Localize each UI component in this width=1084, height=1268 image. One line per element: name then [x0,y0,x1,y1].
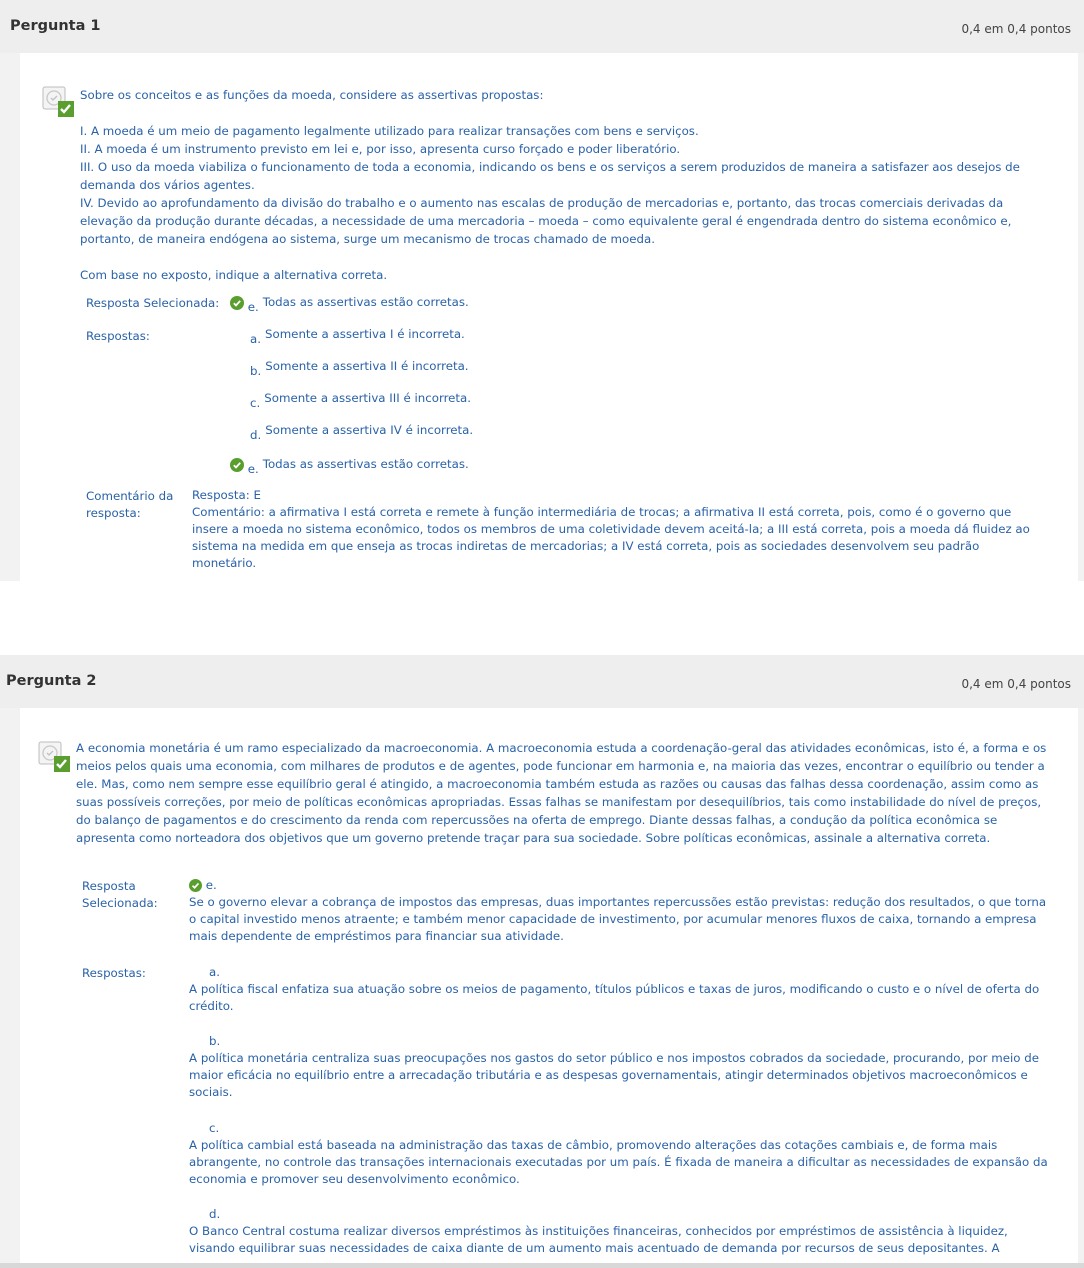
check-circle-icon [189,879,202,892]
answer-option-c [189,1120,1049,1188]
statement-line: Sobre os conceitos e as funções da moeda, considere as assertivas propostas: [80,88,544,102]
statement-line: Com base no exposto, indique a alternativa correta. [80,268,388,282]
answer-option-c [250,390,472,410]
bottom-scroll-edge [0,1263,1084,1268]
question-2-header [0,655,1084,708]
selected-answer [189,877,1049,945]
selected-answer-label-2: Selecionada: [82,896,158,910]
question-1-header [0,0,1084,53]
comment-label: Comentário da [86,489,174,503]
answer-option-e [230,456,469,476]
comment-text: Comentário: a afirmativa I está correta e remete à função intermediária de trocas; a afirmativa II está correta, pois, como é o governo que insere a moeda no sistema econômico, todos os membros de uma coletividade devem aceitá-la; a III está correta, pois a moeda dá fluidez ao sistema na medida em que enseja as trocas indiretas de mercadorias; a IV está correta, pois as sociedades desenvolvem seu padrão monetário. [192,505,1030,570]
statement-line: II. A moeda é um instrumento previsto em lei e, por isso, apresenta curso forçado e poder liberatório. [80,142,681,156]
question-2-title: Pergunta 2 [6,673,97,689]
answers-label: Respostas: [86,329,150,343]
answer-option-b [189,1033,1049,1101]
answer-option-a [189,964,1049,1015]
statement-text: A economia monetária é um ramo especializado da macroeconomia. A macroeconomia estuda a coordenação-geral das atividades econômicas, isto é, a forma e os meios pelos quais uma economia, com milhares de produtos e de agentes, pode funcionar em harmonia e, na maioria das vezes, encontrar o equilíbrio ou tender a ele. Mas, como nem sempre esse equilíbrio geral é atingido, a macroeconomia também estuda as razões ou causas das falhas dessa coordenação, assim como as suas possíveis correções, por meio de políticas econômicas apropriadas. Essas falhas se manifestam por desequilíbrios, tais como instabilidade do nível de preços, do balanço de pagamentos e do crescimento da renda com repercussões na oferta de emprego. Diante dessas falhas, a condução da política econômica se apresenta como norteadora dos objetivos que um governo pretende traçar para sua sociedade. Sobre políticas econômicas, assinale a alternativa correta. [76,741,1047,845]
option-letter: a. [209,965,220,979]
option-text: Todas as assertivas estão corretas. [262,295,469,309]
option-letter: a. [250,332,261,346]
option-text: A política cambial está baseada na administração das taxas de câmbio, promovendo alterações das cotações cambiais e, de forma mais abrangente, no controle das transações internacionais executadas por um país. É fixada de maneira a dificultar as necessidades de expansão da economia e promover seu desenvolvimento econômico. [189,1138,1048,1186]
answer-option-b [250,358,469,378]
answers-label: Respostas: [82,966,146,980]
correct-question-icon [38,741,72,775]
option-text: Somente a assertiva II é incorreta. [265,359,469,373]
option-letter: d. [250,428,262,442]
question-1-title: Pergunta 1 [10,18,101,34]
selected-answer-label: Resposta [82,879,136,893]
check-circle-icon [230,458,244,472]
option-letter: e. [205,878,217,892]
question-2-score: 0,4 em 0,4 pontos [961,677,1071,691]
statement-line: I. A moeda é um meio de pagamento legalmente utilizado para realizar transações com bens e serviços. [80,124,699,138]
statement-line: IV. Devido ao aprofundamento da divisão do trabalho e o aumento nas escalas de produção de mercadorias e, portanto, das trocas comerciais derivadas da elevação da produção durante décadas, a necessidade de uma mercadoria – moeda – como equivalente geral é engendrada dentro do sistema econômico e, portanto, de maneira endógena ao sistema, surge um mecanismo de trocas chamado de moeda. [80,196,1012,246]
question-2-statement [76,739,1051,847]
correct-question-icon [42,86,76,120]
option-letter: e. [247,300,259,314]
option-text: Somente a assertiva I é incorreta. [264,327,465,341]
comment-answer: Resposta: E [192,488,261,502]
answer-option-a [250,326,465,346]
question-1-score: 0,4 em 0,4 pontos [961,22,1071,36]
option-letter: b. [250,364,262,378]
option-letter: d. [209,1207,221,1221]
question-1-statement [80,86,1055,284]
statement-line: III. O uso da moeda viabiliza o funcionamento de toda a economia, indicando os bens e os serviços a serem produzidos de maneira a satisfazer aos desejos de demanda dos vários agentes. [80,160,1020,192]
option-text: Somente a assertiva IV é incorreta. [265,423,474,437]
answer-option-d [250,422,474,442]
option-text: O Banco Central costuma realizar diversos empréstimos às instituições financeiras, conhecidos por empréstimos de assistência à liquidez, visando equilibrar suas necessidades de caixa diante de um aumento mais acentuado de demanda por recursos de seus depositantes. A [189,1224,1008,1255]
selected-answer [230,294,469,314]
option-text: Todas as assertivas estão corretas. [262,457,469,471]
option-text: Somente a assertiva III é incorreta. [264,391,472,405]
option-letter: e. [247,462,259,476]
comment-label-2: resposta: [86,506,141,520]
comment-block [192,487,1042,572]
answer-option-d [189,1206,1049,1257]
option-letter: c. [209,1121,220,1135]
option-text: A política monetária centraliza suas preocupações nos gastos do setor público e nos impostos cobrados da sociedade, procurando, por meio de maior eficácia no equilíbrio entre a arrecadação tributária e as despesas governamentais, atingir determinados objetivos macroeconômicos e sociais. [189,1051,1040,1099]
option-text: Se o governo elevar a cobrança de impostos das empresas, duas importantes repercussões estão previstas: redução dos resultados, o que torna o capital investido menos atraente; e também menor capacidade de investimento, por acumular menores fluxos de caixa, tornando a empresa mais dependente de empréstimos para financiar sua atividade. [189,895,1047,943]
selected-answer-label: Resposta Selecionada: [86,296,220,310]
option-letter: c. [250,396,261,410]
option-text: A política fiscal enfatiza sua atuação sobre os meios de pagamento, títulos públicos e taxas de juros, modificando o custo e o nível de oferta do crédito. [189,982,1040,1013]
option-letter: b. [209,1034,221,1048]
check-circle-icon [230,296,244,310]
